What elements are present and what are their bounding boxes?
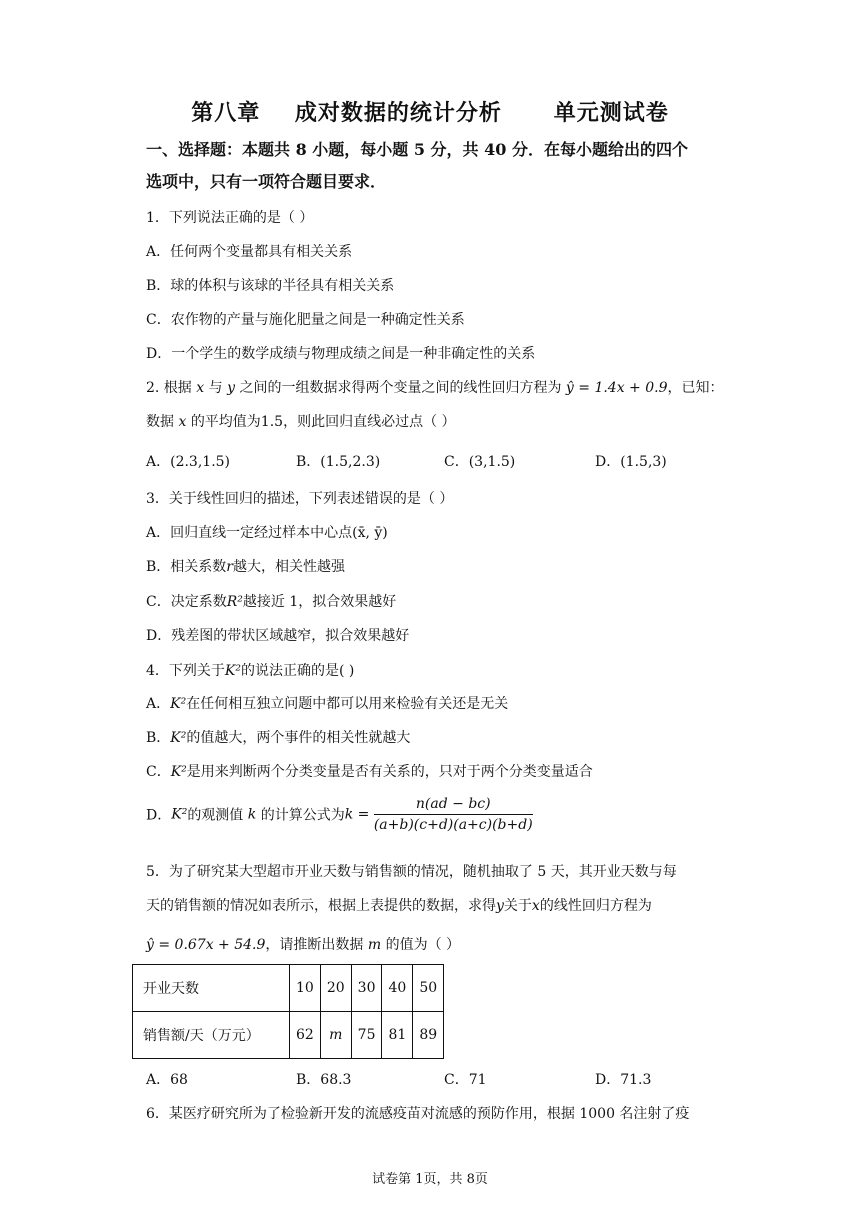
q4-option-a bbox=[146, 693, 508, 713]
table-cell: 50 bbox=[413, 965, 444, 1012]
table-cell: 40 bbox=[382, 965, 413, 1012]
q3-option-c-b: 越接近 1，拟合效果越好 bbox=[242, 594, 397, 610]
table-row bbox=[133, 965, 444, 1012]
q4-option-a-label: A． bbox=[146, 696, 171, 712]
q4-formula-fraction bbox=[374, 796, 533, 833]
q2-stem bbox=[146, 377, 724, 397]
q4-option-c bbox=[146, 761, 593, 781]
table-cell: 81 bbox=[382, 1012, 413, 1059]
q2-var-x: x bbox=[196, 380, 205, 396]
q4-option-c-label: C． bbox=[146, 764, 171, 780]
q4-option-b bbox=[146, 727, 410, 747]
q5-line2-c: 的线性回归方程为 bbox=[539, 898, 652, 914]
q2-regression-equation: ŷ = 1.4x + 0.9 bbox=[565, 380, 668, 396]
q5-line3-b: 的值为（ ） bbox=[385, 937, 461, 953]
q5-line-1: 5．为了研究某大型超市开业天数与销售额的情况，随机抽取了 5 天，其开业天数与每 bbox=[146, 864, 677, 880]
q5-line2-b: 关于 bbox=[503, 898, 532, 914]
q5-var-x: x bbox=[531, 898, 540, 914]
q6-line-1: 6．某医疗研究所为了检验新开发的流感疫苗对流感的预防作用，根据 1000 名注射了疫 bbox=[146, 1106, 690, 1122]
q1-option-b: B．球的体积与该球的半径具有相关关系 bbox=[146, 278, 395, 294]
q1-option-c: C．农作物的产量与施化肥量之间是一种确定性关系 bbox=[146, 312, 465, 328]
q2-var-y: y bbox=[227, 380, 235, 396]
q4-option-d-label: D． bbox=[146, 807, 172, 824]
q3-stem: 3．关于线性回归的描述，下列表述错误的是（ ） bbox=[146, 491, 454, 507]
q4-stem-b: 的说法正确的是( ) bbox=[241, 663, 355, 679]
q1-option-a: A．任何两个变量都具有相关关系 bbox=[146, 244, 353, 260]
q2-line2-b: 的平均值为1.5，则此回归直线必过点（ ） bbox=[190, 414, 456, 430]
q5-option-a: A．68 bbox=[146, 1072, 188, 1088]
q2-stem-line-2 bbox=[146, 411, 456, 431]
q5-var-y: y bbox=[496, 898, 504, 914]
q2-option-d: D．(1.5,3) bbox=[595, 454, 667, 470]
q4-option-b-k2: K² bbox=[170, 730, 187, 746]
table-row-label: 开业天数 bbox=[133, 965, 290, 1012]
q5-line2-a: 天的销售额的情况如表所示，根据上表提供的数据，求得 bbox=[146, 898, 496, 914]
q4-option-c-text: 是用来判断两个分类变量是否有关系的，只对于两个分类变量适合 bbox=[186, 764, 593, 780]
q4-k2: K² bbox=[224, 663, 241, 679]
table-cell: 75 bbox=[351, 1012, 382, 1059]
q3-var-r2: R² bbox=[226, 594, 243, 610]
q4-option-d-text-b: 的计算公式为 bbox=[260, 807, 345, 824]
q2-option-b: B．(1.5,2.3) bbox=[296, 454, 381, 470]
q5-line3-a: ，请推断出数据 bbox=[265, 937, 364, 953]
q3-var-r: r bbox=[226, 559, 233, 575]
table-cell: 62 bbox=[290, 1012, 321, 1059]
q5-option-b: B．68.3 bbox=[296, 1072, 352, 1088]
section-line-1: 一、选择题：本题共 8 小题，每小题 5 分，共 40 分．在每小题给出的四个 bbox=[146, 140, 688, 159]
q5-option-c: C．71 bbox=[444, 1072, 487, 1088]
q2-stem-a: 2. 根据 bbox=[146, 380, 192, 396]
table-row bbox=[133, 1012, 444, 1059]
q3-option-c bbox=[146, 591, 396, 611]
q4-stem bbox=[146, 660, 354, 680]
q4-formula-lhs: k = bbox=[344, 806, 370, 823]
q4-option-c-k2: K² bbox=[170, 764, 187, 780]
q5-line-2 bbox=[146, 895, 652, 915]
q4-option-a-k2: K² bbox=[170, 696, 187, 712]
q4-option-b-text: 的值越大，两个事件的相关性就越大 bbox=[186, 730, 411, 746]
q5-regression-equation: ŷ = 0.67x + 54.9 bbox=[146, 937, 266, 953]
q3-option-c-a: C．决定系数 bbox=[146, 594, 227, 610]
table-cell: 30 bbox=[351, 965, 382, 1012]
q5-var-m: m bbox=[367, 937, 382, 953]
q1-stem: 1．下列说法正确的是（ ） bbox=[146, 210, 314, 226]
q2-option-c: C．(3,1.5) bbox=[444, 454, 516, 470]
q4-formula-numerator: n(ad − bc) bbox=[374, 796, 533, 815]
q3-option-b bbox=[146, 556, 345, 576]
table-cell: 89 bbox=[413, 1012, 444, 1059]
table-cell: 10 bbox=[290, 965, 321, 1012]
q3-option-a: A．回归直线一定经过样本中心点(x̄, ȳ) bbox=[146, 525, 388, 541]
q3-option-b-b: 越大，相关性越强 bbox=[233, 559, 345, 575]
q5-option-d: D．71.3 bbox=[595, 1072, 652, 1088]
table-cell: 20 bbox=[320, 965, 351, 1012]
q5-line-3 bbox=[146, 934, 460, 954]
q4-option-d bbox=[146, 796, 533, 833]
section-line-2: 选项中，只有一项符合题目要求． bbox=[146, 172, 387, 191]
page-footer: 试卷第 1页，共 8页 bbox=[372, 1172, 488, 1187]
q2-stem-c: ，已知： bbox=[667, 380, 724, 396]
q2-and: 与 bbox=[208, 380, 223, 396]
table-cell: m bbox=[320, 1012, 351, 1059]
q4-option-b-label: B． bbox=[146, 730, 171, 746]
q4-option-d-text-a: 的观测值 bbox=[187, 807, 244, 824]
q4-option-d-k: k bbox=[247, 806, 257, 823]
q2-option-a: A．(2.3,1.5) bbox=[146, 454, 231, 470]
q1-option-d: D．一个学生的数学成绩与物理成绩之间是一种非确定性的关系 bbox=[146, 346, 536, 362]
q2-line2-a: 数据 bbox=[146, 414, 174, 430]
q4-formula-denominator: (a+b)(c+d)(a+c)(b+d) bbox=[373, 817, 533, 833]
q3-option-b-a: B．相关系数 bbox=[146, 559, 227, 575]
page-title: 第八章 成对数据的统计分析 单元测试卷 bbox=[191, 100, 669, 126]
q4-option-a-text: 在任何相互独立问题中都可以用来检验有关还是无关 bbox=[186, 696, 509, 712]
q2-line2-x: x bbox=[178, 414, 187, 430]
q4-option-d-k2: K² bbox=[171, 806, 188, 823]
q4-stem-a: 4．下列关于 bbox=[146, 663, 225, 679]
q2-stem-b: 之间的一组数据求得两个变量之间的线性回归方程为 bbox=[239, 380, 562, 396]
table-row-label: 销售额/天（万元） bbox=[133, 1012, 290, 1059]
q5-data-table bbox=[132, 964, 444, 1059]
section-heading bbox=[146, 134, 726, 198]
q3-option-d: D．残差图的带状区域越窄，拟合效果越好 bbox=[146, 628, 410, 644]
